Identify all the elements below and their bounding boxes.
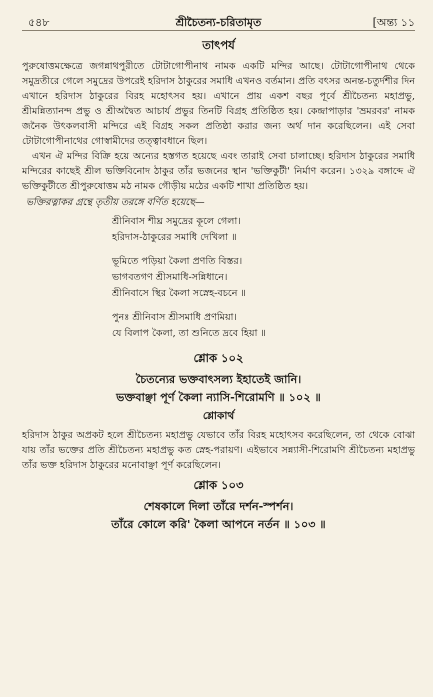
purport-paragraph-2: এখন ঐ মন্দির বিক্রি হয়ে অন্যের হস্তগত হয়েছে এবং তারাই সেবা চালাচ্ছে। হরিদাস ঠাকুরের সমাধি মন্দিরের কাছেই শ্রীল ভক্তিবিনোদ ঠাকুর তাঁর ভজনের স্থান 'ভক্তিকুটী' নির্মাণ করেন। ১৩২৯ বঙ্গাব্দে ঐ ভক্তিকুটীতে শ্রীপুরুষোত্তম মঠ নামক গৌড়ীয় মঠের একটি শাখা প্রতিষ্ঠিত হয়।	[22, 151, 415, 192]
quoted-verse-line: শ্রীনিবাসে স্থির কৈলা সস্নেহ-বচনে ॥	[112, 288, 246, 299]
chapter-reference: [অন্ত্য ১১	[372, 16, 415, 29]
sloka-103-heading: শ্লোক ১০৩	[193, 478, 244, 492]
sloka-103-line: শেষকালে দিলা তাঁরে দর্শন-স্পর্শন।	[143, 499, 294, 513]
quoted-verse-line: ভূমিতে পড়িয়া কৈলা প্রণতি বিস্তর।	[112, 256, 243, 267]
purport-paragraph-1: পুরুষোত্তমক্ষেত্রে জগন্নাথপুরীতে টোটাগোপীনাথ নামক একটি মন্দির আছে। টোটাগোপীনাথ থেকে সমুদ্রতীরে গেলে সমুদ্রের উপরেই হরিদাস ঠাকুরের সমাধি এখনও বর্তমান। প্রতি বৎসর অনন্ত-চতুর্দশীর দিন এখানে হরিদাস ঠাকুরের বিরহ মহোৎসব হয়। এখানে প্রায় একশ বছর পূর্বে শ্রীচৈতন্য মহাপ্রভু, শ্রীমন্নিত্যানন্দ প্রভু ও শ্রীঅদ্বৈত আচার্য প্রভুর তিনটি বিগ্রহ প্রতিষ্ঠিত হয়। কেন্দ্রাপাড়ার 'ভ্রমরবর' নামক জনৈক উৎকলবাসী মন্দিরে এই বিগ্রহ সকল প্রতিষ্ঠা করার জন্য অর্থ দান করেছিলেন। এই সেবা টোটাগোপীনাথের গোস্বামীদের তত্ত্বাবধানে ছিল।	[22, 61, 415, 147]
sloka-102-heading: শ্লোক ১০২	[193, 351, 244, 365]
quoted-verse-group	[22, 254, 415, 302]
sloka-103-line: তাঁরে কোলে করি' কৈলা আপনে নর্তন ॥ ১০৩ ॥	[111, 517, 326, 531]
quoted-verse-group	[22, 214, 415, 246]
page-number: ৫৪৮	[28, 16, 50, 29]
translation-102-text: হরিদাস ঠাকুর অপ্রকট হলে শ্রীচৈতন্য মহাপ্রভু যেভাবে তাঁর বিরহ মহোৎসব করেছিলেন, তা থেকে বোঝা যায় তাঁর ভক্তের প্রতি শ্রীচৈতন্য মহাপ্রভু কত স্নেহ-পরায়ণ। এইভাবে সন্ন্যাসী-শিরোমণি শ্রীচৈতন্য মহাপ্রভু তাঁর ভক্ত হরিদাস ঠাকুরের মনোবাঞ্ছা পূর্ণ করেছিলেন।	[22, 430, 415, 471]
quoted-verse-group	[22, 310, 415, 342]
quoted-verse-line: যে বিলাপ কৈলা, তা শুনিতে দ্রবে হিয়া ॥	[112, 328, 266, 339]
purport-heading: তাৎপর্য	[202, 38, 235, 52]
quoted-verse-line: হরিদাস-ঠাকুরের সমাধি দেখিলা ॥	[112, 232, 237, 243]
translation-heading: শ্লোকার্থ	[202, 410, 235, 422]
quoted-verse-line: পুনঃ শ্রীনিবাস শ্রীসমাধি প্রণমিয়া।	[112, 312, 237, 323]
quoted-verse-line: শ্রীনিবাস শীঘ্র সমুদ্রের কূলে গেলা।	[112, 216, 241, 227]
quote-intro: ভক্তিরত্নাকর গ্রন্থে তৃতীয় তরঙ্গে বর্ণিত হয়েছে—	[26, 197, 205, 208]
sloka-102-line: চৈতন্যের ভক্তবাৎসল্য ইহাতেই জানি।	[135, 372, 302, 386]
running-title: শ্রীচৈতন্য-চরিতামৃত	[175, 16, 262, 29]
quoted-verse-line: ভাগবতগণ শ্রীসমাধি-সন্নিধানে।	[112, 272, 228, 283]
sloka-102-line: ভক্তবাঞ্ছা পূর্ণ কৈলা ন্যাসি-শিরোমণি ॥ ১০২ ॥	[116, 390, 321, 404]
page-header	[22, 14, 415, 31]
